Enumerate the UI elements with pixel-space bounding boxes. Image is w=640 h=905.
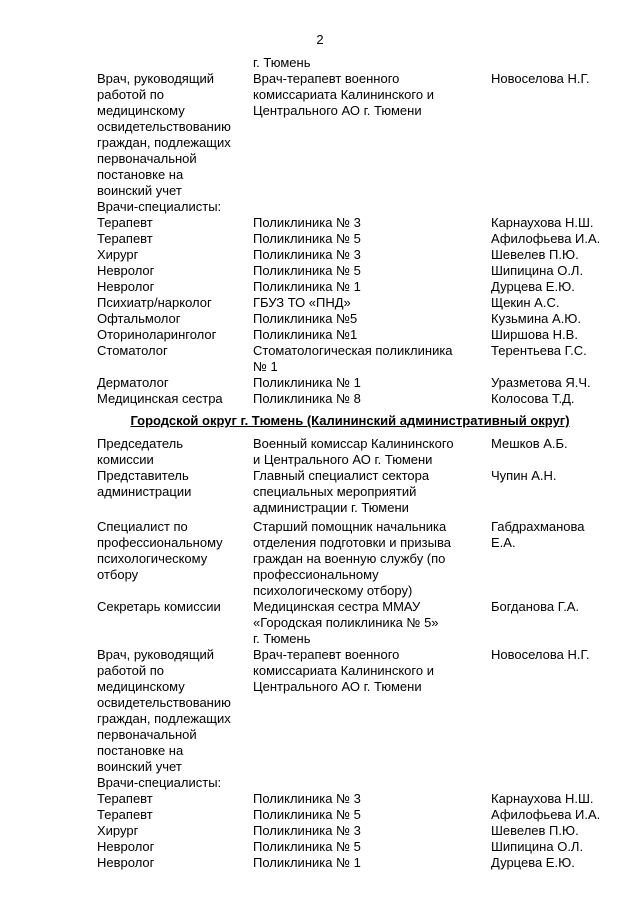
specialist-row (97, 823, 617, 839)
commission-list (97, 55, 617, 871)
head-doctor-row (97, 71, 617, 199)
member-name: Богданова Г.А. (491, 599, 580, 614)
specialist-role: Терапевт (97, 215, 153, 230)
specialist-name: Кузьмина А.Ю. (491, 311, 582, 326)
specialist-row (97, 375, 617, 391)
specialist-role: Стоматолог (97, 343, 168, 358)
specialist-role: Невролог (97, 839, 155, 854)
specialist-row (97, 231, 617, 247)
specialist-name: Дурцева Е.Ю. (491, 279, 575, 294)
member-position: Медицинская сестра ММАУ «Городская поликлиника № 5» г. Тюмень (253, 599, 439, 646)
specialist-place: Поликлиника № 8 (253, 391, 361, 406)
member-role: Секретарь комиссии (97, 599, 221, 614)
specialist-name: Афилофьева И.А. (491, 807, 601, 822)
specialist-role: Хирург (97, 823, 139, 838)
specialist-role: Дерматолог (97, 375, 169, 390)
specialist-place: Поликлиника № 5 (253, 231, 361, 246)
member-name: Чупин А.Н. (491, 468, 557, 483)
specialist-row (97, 855, 617, 871)
specialist-name: Уразметова Я.Ч. (491, 375, 591, 390)
member-name: Новоселова Н.Г. (491, 71, 590, 86)
specialist-place: ГБУЗ ТО «ПНД» (253, 295, 351, 310)
specialist-row (97, 327, 617, 343)
member-row (97, 519, 617, 599)
specialist-role: Оториноларинголог (97, 327, 217, 342)
member-row (97, 647, 617, 775)
member-row (97, 436, 617, 468)
specialist-place: Поликлиника № 3 (253, 215, 361, 230)
member-row (97, 599, 617, 647)
member-position: Главный специалист сектора специальных мероприятий администрации г. Тюмени (253, 468, 430, 515)
specialist-name: Терентьева Г.С. (491, 343, 587, 358)
specialist-row (97, 263, 617, 279)
specialist-place: Поликлиника № 1 (253, 855, 361, 870)
specialist-place: Поликлиника № 3 (253, 791, 361, 806)
specialists-label: Врачи-специалисты: (97, 199, 222, 214)
specialist-place: Поликлиника № 1 (253, 375, 361, 390)
continuation-text: г. Тюмень (253, 55, 311, 70)
member-row (97, 468, 617, 516)
specialist-row (97, 807, 617, 823)
member-role: Председатель комиссии (97, 436, 184, 467)
specialists-label-row (97, 199, 617, 215)
specialist-row (97, 247, 617, 263)
specialist-name: Шипицина О.Л. (491, 839, 584, 854)
specialist-place: Поликлиника № 5 (253, 263, 361, 278)
page-number: 2 (316, 32, 324, 47)
specialist-place: Поликлиника №5 (253, 311, 358, 326)
continuation-row (97, 55, 617, 71)
specialist-place: Поликлиника №1 (253, 327, 358, 342)
specialist-row (97, 215, 617, 231)
specialist-role: Невролог (97, 263, 155, 278)
specialist-name: Дурцева Е.Ю. (491, 855, 575, 870)
specialist-role: Психиатр/нарколог (97, 295, 212, 310)
specialist-name: Шевелев П.Ю. (491, 823, 579, 838)
specialist-row (97, 295, 617, 311)
specialist-name: Колосова Т.Д. (491, 391, 575, 406)
specialist-name: Ширшова Н.В. (491, 327, 578, 342)
section-title: Городской округ г. Тюмень (Калининский административный округ) (130, 413, 570, 428)
specialist-row (97, 791, 617, 807)
specialist-name: Карнаухова Н.Ш. (491, 215, 594, 230)
specialist-name: Шевелев П.Ю. (491, 247, 579, 262)
specialist-row (97, 311, 617, 327)
specialist-role: Терапевт (97, 791, 153, 806)
specialists-label-row (97, 775, 617, 791)
member-position: Врач-терапевт военного комиссариата Калининского и Центрального АО г. Тюмени (253, 647, 434, 694)
specialists-label: Врачи-специалисты: (97, 775, 222, 790)
specialist-row (97, 391, 617, 407)
specialist-name: Шипицина О.Л. (491, 263, 584, 278)
member-name: Габдрахманова Е.А. (491, 519, 585, 550)
member-role: Специалист по профессиональному психологическому отбору (97, 519, 223, 582)
member-position: Военный комиссар Калининского и Центрального АО г. Тюмени (253, 436, 454, 467)
specialist-place: Поликлиника № 3 (253, 247, 361, 262)
specialist-place: Поликлиника № 5 (253, 807, 361, 822)
specialist-role: Офтальмолог (97, 311, 181, 326)
specialist-role: Терапевт (97, 807, 153, 822)
specialist-role: Невролог (97, 279, 155, 294)
member-name: Мешков А.Б. (491, 436, 568, 451)
specialist-role: Невролог (97, 855, 155, 870)
specialist-place: Поликлиника № 3 (253, 823, 361, 838)
specialist-place: Поликлиника № 5 (253, 839, 361, 854)
member-position: Старший помощник начальника отделения подготовки и призыва граждан на военную службу (по профессиональному психологическому отбору) (253, 519, 451, 598)
member-name: Новоселова Н.Г. (491, 647, 590, 662)
specialist-place: Стоматологическая поликлиника № 1 (253, 343, 453, 374)
specialist-role: Медицинская сестра (97, 391, 223, 406)
member-role: Врач, руководящий работой по медицинскому освидетельствованию граждан, подлежащих первоначальной постановке на воинский учет (97, 71, 231, 198)
specialist-name: Карнаухова Н.Ш. (491, 791, 594, 806)
specialist-role: Терапевт (97, 231, 153, 246)
specialist-row (97, 839, 617, 855)
specialist-place: Поликлиника № 1 (253, 279, 361, 294)
specialist-name: Афилофьева И.А. (491, 231, 601, 246)
specialist-row (97, 279, 617, 295)
specialist-role: Хирург (97, 247, 139, 262)
specialist-name: Щекин А.С. (491, 295, 560, 310)
member-role: Врач, руководящий работой по медицинскому освидетельствованию граждан, подлежащих первоначальной постановке на воинский учет (97, 647, 231, 774)
specialist-row (97, 343, 617, 375)
member-position: Врач-терапевт военного комиссариата Калининского и Центрального АО г. Тюмени (253, 71, 434, 118)
member-role: Представитель администрации (97, 468, 192, 499)
